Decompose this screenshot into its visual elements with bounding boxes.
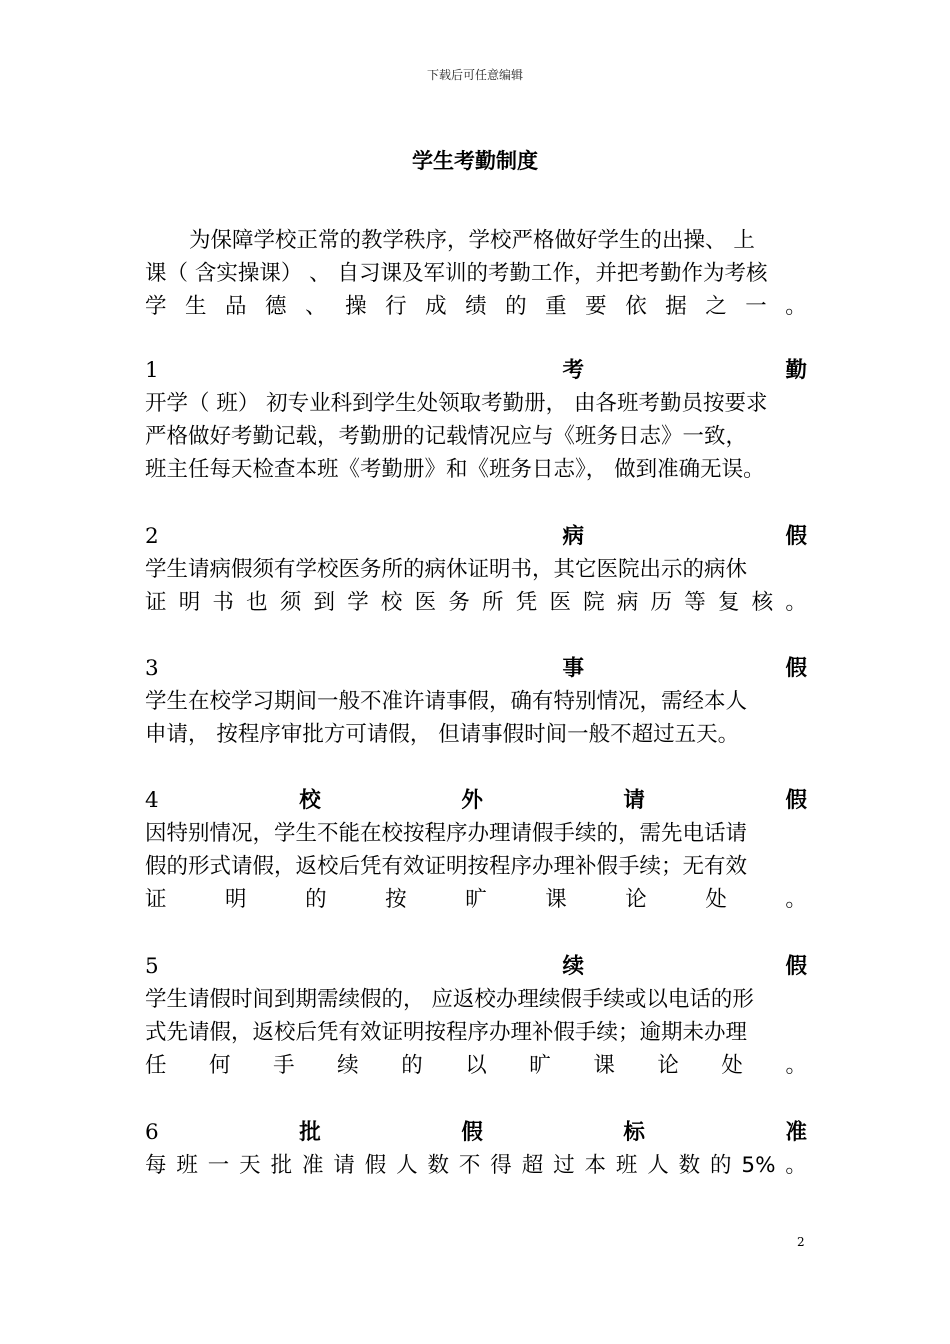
section-line: 式先请假，返校后凭有效证明按程序办理补假手续；逾期未办理 (145, 1020, 748, 1045)
section-2 (145, 520, 807, 619)
page-number: 2 (797, 1235, 805, 1249)
text-glyph: 的 (505, 294, 527, 319)
text-glyph: 一 (745, 294, 767, 319)
section-line: 学生请假时间到期需续假的， 应返校办理续假手续或以电话的形 (145, 987, 754, 1012)
text-glyph: 明 (178, 590, 201, 615)
text-glyph: 旷 (529, 1053, 551, 1078)
text-glyph: 。 (785, 887, 807, 912)
section-heading-char: 考 (562, 358, 585, 383)
section-line: 申请， 按程序审批方可请假， 但请事假时间一般不超过五天。 (145, 722, 740, 747)
text-glyph: 数 (427, 1153, 450, 1178)
text-glyph: 手 (273, 1053, 295, 1078)
text-glyph: 证 (145, 887, 167, 912)
section-line (145, 586, 807, 619)
text-glyph: 的 (710, 1153, 732, 1178)
text-glyph: 等 (684, 590, 706, 615)
section-heading-char: 事 (562, 656, 585, 681)
text-glyph: 也 (246, 590, 268, 615)
spacer (360, 520, 361, 553)
text-glyph: 人 (396, 1153, 418, 1178)
text-glyph: 班 (615, 1153, 638, 1178)
section-4 (145, 784, 807, 916)
text-glyph: 天 (239, 1153, 261, 1178)
text-glyph: 续 (337, 1053, 359, 1078)
text-glyph: 据 (665, 294, 687, 319)
text-glyph: 校 (380, 590, 403, 615)
text-glyph: 证 (145, 590, 167, 615)
text-glyph: 不 (458, 1153, 481, 1178)
text-glyph: 假 (364, 1153, 387, 1178)
text-glyph: 何 (209, 1053, 231, 1078)
text-glyph: 之 (705, 294, 727, 319)
text-glyph: 医 (414, 590, 437, 615)
text-glyph: 论 (657, 1053, 679, 1078)
text-glyph: 的 (401, 1053, 423, 1078)
text-glyph: 批 (270, 1153, 293, 1178)
section-number: 4 (145, 788, 159, 813)
section-heading (145, 784, 807, 817)
text-glyph: 。 (785, 1053, 807, 1078)
spacer (360, 950, 361, 983)
text-glyph: 须 (279, 590, 302, 615)
section-line: 假的形式请假，返校后凭有效证明按程序办理补假手续；无有效 (145, 854, 748, 879)
text-glyph: 人 (647, 1153, 669, 1178)
text-glyph: 绩 (465, 294, 487, 319)
text-glyph: 本 (584, 1153, 606, 1178)
page-title: 学生考勤制度 (412, 149, 538, 173)
text-glyph: 以 (465, 1053, 487, 1078)
text-glyph: 的 (305, 887, 327, 912)
text-glyph: 复 (717, 590, 740, 615)
section-heading-char: 外 (461, 788, 483, 813)
text-glyph: 历 (650, 590, 673, 615)
text-glyph: 旷 (465, 887, 487, 912)
spacer (360, 652, 361, 685)
text-glyph: 操 (345, 294, 367, 319)
section-heading (145, 354, 807, 387)
intro-line (145, 290, 807, 323)
text-glyph: 得 (490, 1153, 512, 1178)
text-glyph: 凭 (515, 590, 538, 615)
text-glyph: 德 (265, 294, 287, 319)
text-glyph: 数 (678, 1153, 701, 1178)
text-glyph: 班 (176, 1153, 198, 1178)
section-heading-char: 准 (785, 1120, 807, 1145)
text-glyph: 明 (225, 887, 247, 912)
text-glyph: 学 (347, 590, 369, 615)
section-heading-char: 勤 (785, 358, 807, 383)
section-heading (145, 652, 807, 685)
section-line: 因特别情况，学生不能在校按程序办理请假手续的，需先电话请 (145, 821, 748, 846)
section-line: 开学（ 班） 初专业科到学生处领取考勤册， 由各班考勤员按要求 (145, 391, 768, 416)
spacer (360, 354, 361, 387)
section-heading-char: 标 (623, 1120, 645, 1145)
text-glyph: 过 (553, 1153, 575, 1178)
section-line: 学生在校学习期间一般不准许请事假，确有特别情况，需经本人 (145, 689, 748, 714)
text-glyph: 、 (305, 294, 327, 319)
text-glyph: 每 (145, 1153, 167, 1178)
section-line: 学生请病假须有学校医务所的病休证明书，其它医院出示的病休 (145, 557, 748, 582)
text-glyph: 到 (313, 590, 336, 615)
section-heading-char: 假 (785, 954, 807, 979)
text-glyph: 生 (185, 294, 207, 319)
text-glyph: 论 (625, 887, 647, 912)
section-heading-char: 请 (623, 788, 645, 813)
intro-paragraph (145, 224, 807, 323)
section-number: 2 (145, 524, 159, 549)
text-glyph: 处 (705, 887, 727, 912)
text-glyph: 课 (593, 1053, 615, 1078)
text-glyph: 品 (225, 294, 247, 319)
text-glyph: 课 (545, 887, 567, 912)
text-glyph: 一 (207, 1153, 230, 1178)
section-heading-char: 校 (299, 788, 321, 813)
section-number: 3 (145, 656, 159, 681)
text-glyph: 成 (425, 294, 447, 319)
text-glyph: 学 (145, 294, 167, 319)
text-glyph: 。 (785, 590, 807, 615)
text-glyph: 准 (301, 1153, 324, 1178)
section-line (145, 1049, 807, 1082)
section-5 (145, 950, 807, 1082)
section-heading-char: 批 (299, 1120, 321, 1145)
section-heading-char: 假 (461, 1120, 483, 1145)
page-header: 下载后可任意编辑 (426, 68, 523, 82)
text-glyph: 病 (616, 590, 639, 615)
section-heading-char: 假 (785, 524, 807, 549)
section-line (145, 1149, 807, 1182)
section-heading (145, 520, 807, 553)
text-glyph: 核 (751, 590, 774, 615)
text-glyph: 院 (583, 590, 605, 615)
text-glyph: 书 (212, 590, 234, 615)
section-line (145, 883, 807, 916)
section-line: 班主任每天检查本班《考勤册》和《班务日志》， 做到准确无误。 (145, 457, 765, 482)
text-glyph: 所 (482, 590, 504, 615)
intro-line: 课（ 含实操课） 、 自习课及军训的考勤工作，并把考勤作为考核 (145, 261, 768, 286)
text-glyph: 依 (625, 294, 647, 319)
text-glyph: 行 (385, 294, 407, 319)
text-glyph: 重 (545, 294, 567, 319)
section-heading (145, 950, 807, 983)
text-glyph: 处 (721, 1053, 743, 1078)
text-glyph: 按 (385, 887, 407, 912)
text-glyph: 医 (549, 590, 571, 615)
section-number: 6 (145, 1120, 159, 1145)
section-heading (145, 1116, 807, 1149)
text-glyph: 。 (785, 294, 807, 319)
text-glyph: 5% (741, 1153, 776, 1178)
text-glyph: 务 (448, 590, 470, 615)
intro-line: 为保障学校正常的教学秩序，学校严格做好学生的出操、 上 (189, 228, 755, 253)
section-line: 严格做好考勤记载，考勤册的记载情况应与《班务日志》一致， (145, 424, 748, 449)
text-glyph: 超 (521, 1153, 544, 1178)
text-glyph: 任 (145, 1053, 167, 1078)
section-number: 1 (145, 358, 159, 383)
text-glyph: 请 (333, 1153, 355, 1178)
section-heading-char: 假 (785, 656, 807, 681)
section-heading-char: 病 (562, 524, 585, 549)
text-glyph: 。 (785, 1153, 807, 1178)
section-heading-char: 续 (562, 954, 585, 979)
section-number: 5 (145, 954, 159, 979)
text-glyph: 要 (585, 294, 607, 319)
section-3 (145, 652, 807, 751)
section-heading-char: 假 (785, 788, 807, 813)
section-1 (145, 354, 807, 486)
section-6 (145, 1116, 807, 1182)
